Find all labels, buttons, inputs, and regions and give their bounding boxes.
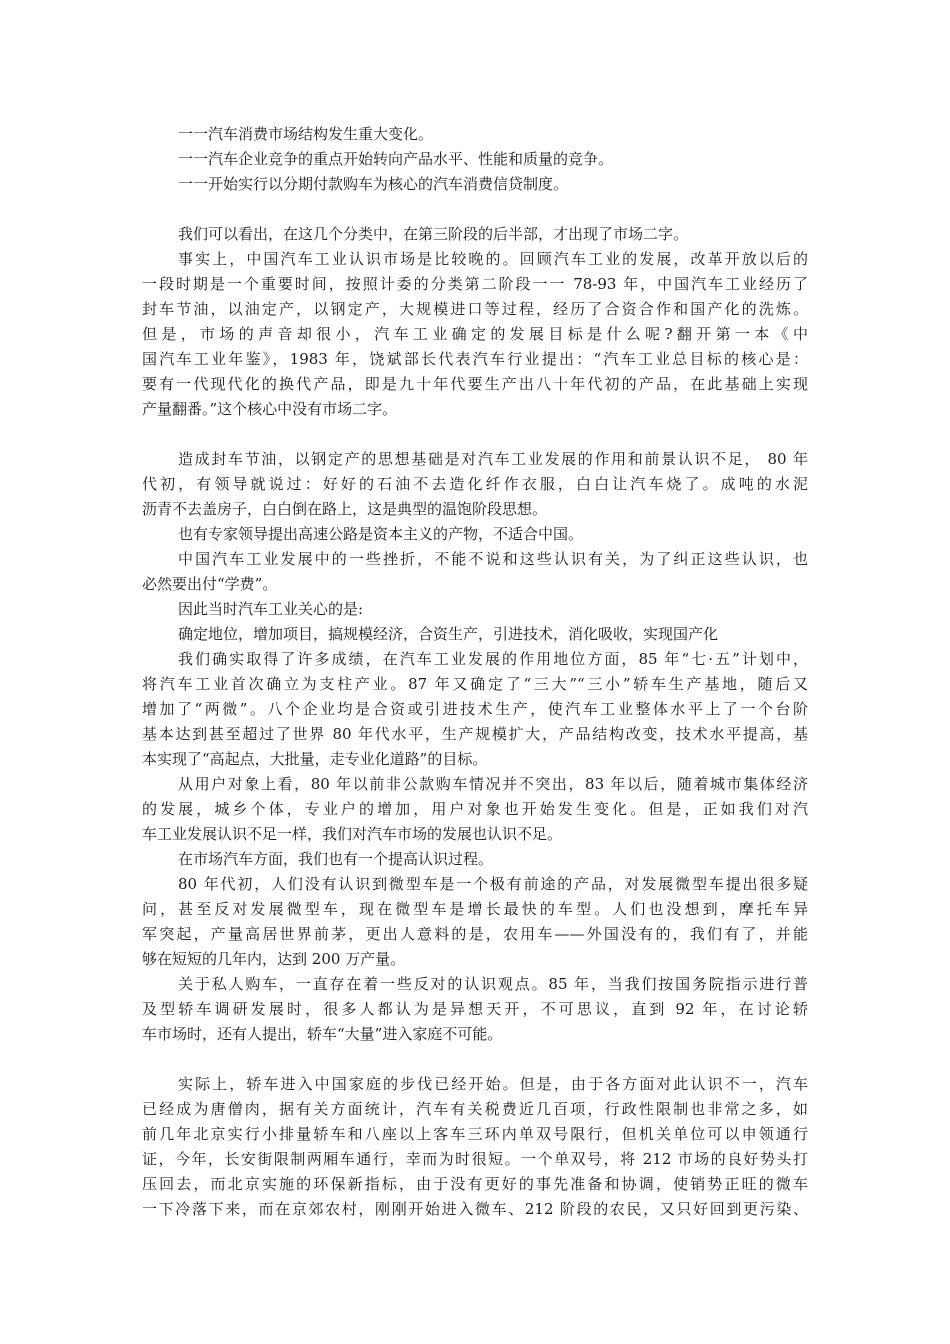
text-line: 中国汽车工业发展中的一些挫折，不能不说和这些认识有关，为了纠正这些认识，也 [178,550,808,568]
text-line: 我们确实取得了许多成绩，在汽车工业发展的作用地位方面，85 年“七·五”计划中， [178,650,808,668]
text-line: 必然要出付“学费”。 [142,575,278,593]
text-line: 车工业发展认识不足一样，我们对汽车市场的发展也认识不足。 [142,825,563,843]
text-line: 从用户对象上看，80 年以前非公款购车情况并不突出，83 年以后，随着城市集体经济 [178,775,808,793]
text-line: 80 年代初，人们没有认识到微型车是一个极有前途的产品，对发展微型车提出很多疑 [178,875,808,893]
blank-line [142,1047,808,1072]
text-line: 基本达到甚至超过了世界 80 年代水平，生产规模扩大，产品结构改变，技术水平提高，基 [142,725,808,743]
text-line: 军突起，产量高居世界前茅，更出人意料的是，农用车——外国没有的，我们有了，并能 [142,925,808,943]
document-page [142,122,808,1222]
text-line: 的发展，城乡个体，专业户的增加，用户对象也开始发生变化。但是，正如我们对汽 [142,800,808,818]
text-line: 一一汽车企业竞争的重点开始转向产品水平、性能和质量的竞争。 [178,150,614,168]
text-line: 关于私人购车，一直存在着一些反对的认识观点。85 年，当我们按国务院指示进行普 [178,975,808,993]
text-line: 压回去，而北京实施的环保新指标，由于没有更好的事先准备和协调，使销势正旺的微车 [142,1175,808,1193]
blank-line [142,422,808,447]
text-line: 增加了“两微”。八个企业均是合资或引进技术生产，使汽车工业整体水平上了一个台阶 [142,700,808,718]
text-line: 够在短短的几年内，达到 200 万产量。 [142,950,406,968]
blank-line [142,197,808,222]
text-line: 因此当时汽车工业关心的是: [178,600,364,618]
text-line: 将汽车工业首次确立为支柱产业。87 年又确定了“三大”“三小”轿车生产基地，随后又 [142,675,808,693]
text-line: 及型轿车调研发展时，很多人都认为是异想天开，不可思议，直到 92 年，在讨论轿 [142,1000,808,1018]
text-line: 沥青不去盖房子，白白倒在路上，这是典型的温饱阶段思想。 [142,500,548,518]
text-line: 国汽车工业年鉴》，1983 年，饶斌部长代表汽车行业提出：“汽车工业总目标的核心是： [142,350,808,368]
text-line: 一一汽车消费市场结构发生重大变化。 [178,125,434,143]
text-line: 一下冷落下来，而在京郊农村，刚刚开始进入微车、212 阶段的农民，又只好回到更污染、 [142,1200,808,1218]
text-line: 要有一代现代化的换代产品，即是九十年代要生产出八十年代初的产品，在此基础上实现 [142,375,808,393]
text-line: 一一开始实行以分期付款购车为核心的汽车消费信贷制度。 [178,175,569,193]
text-line: 问，甚至反对发展微型车，现在微型车是增长最快的车型。人们也没想到，摩托车异 [142,900,808,918]
text-line: 证，今年，长安街限制两厢车通行，幸而为时很短。一个单双号，将 212 市场的良好势头打 [142,1150,808,1168]
text-line: 已经成为唐僧肉，据有关方面统计，汽车有关税费近几百项，行政性限制也非常之多，如 [142,1100,808,1118]
text-line: 本实现了“高起点，大批量，走专业化道路”的目标。 [142,750,488,768]
text-line: 一段时期是一个重要时间，按照计委的分类第二阶段一一 78-93 年，中国汽车工业经历了 [142,275,808,293]
text-line: 车市场时，还有人提出，轿车“大量”进入家庭不可能。 [142,1025,503,1043]
text-line: 在市场汽车方面，我们也有一个提高认识过程。 [178,850,494,868]
text-line: 封车节油，以油定产，以钢定产，大规模进口等过程，经历了合资合作和国产化的洗炼。 [142,300,808,318]
text-line: 代初，有领导就说过：好好的石油不去造化纤作衣服，白白让汽车烧了。成吨的水泥 [142,475,808,493]
text-line: 产量翻番。”这个核心中没有市场二字。 [142,400,398,418]
text-line: 也有专家领导提出高速公路是资本主义的产物，不适合中国。 [178,525,584,543]
text-line: 但是，市场的声音却很小，汽车工业确定的发展目标是什么呢?翻开第一本《中 [142,325,808,343]
text-line: 确定地位，增加项目，搞规模经济，合资生产，引进技术，消化吸收，实现国产化 [178,625,719,643]
text-line: 前几年北京实行小排量轿车和八座以上客车三环内单双号限行，但机关单位可以申领通行 [142,1125,808,1143]
text-line: 造成封车节油，以钢定产的思想基础是对汽车工业发展的作用和前景认识不足， 80 年 [178,450,808,468]
text-line: 实际上，轿车进入中国家庭的步伐已经开始。但是，由于各方面对此认识不一，汽车 [178,1075,808,1093]
text-line: 我们可以看出，在这几个分类中，在第三阶段的后半部，才出现了市场二字。 [178,225,689,243]
text-line: 事实上，中国汽车工业认识市场是比较晚的。回顾汽车工业的发展，改革开放以后的 [178,250,808,268]
